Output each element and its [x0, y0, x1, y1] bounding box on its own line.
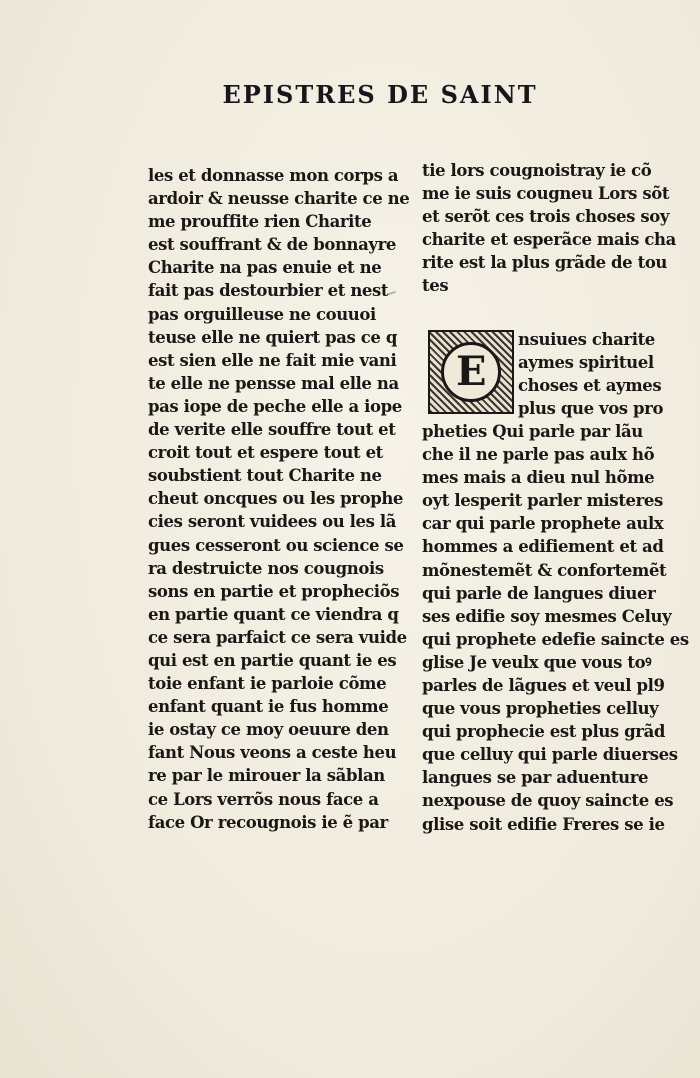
text-line: ce Lors verrõs nous face a	[148, 789, 379, 809]
right-column-top-paragraph	[422, 159, 676, 298]
left-column	[148, 164, 410, 834]
text-line: mõnestemẽt & confortemẽt	[422, 560, 667, 580]
text-line: qui parle de langues diuer	[422, 583, 656, 603]
text-line: te elle ne pensse mal elle na	[148, 373, 399, 393]
text-line: cheut oncques ou les prophe	[148, 489, 404, 509]
text-line: pas iope de peche elle a iope	[148, 396, 402, 416]
text-line: est sien elle ne fait mie vani	[148, 350, 397, 370]
text-line: oyt lesperit parler misteres	[422, 491, 663, 511]
text-line: re par le mirouer la sãblan	[148, 766, 385, 786]
text-line: qui prophete edefie saincte es	[422, 629, 689, 649]
text-line: parles de lãgues et veul pl9	[422, 675, 665, 695]
text-line: che il ne parle pas aulx hõ	[422, 445, 655, 465]
text-line: hommes a edifiement et ad	[422, 537, 664, 557]
text-line: choses et aymes	[518, 375, 662, 395]
text-line: aymes spirituel	[518, 352, 654, 372]
text-line: cies seront vuidees ou les lã	[148, 512, 397, 532]
text-line: charite et esperãce mais cha	[422, 230, 676, 250]
text-line: pheties Qui parle par lãu	[422, 421, 643, 441]
text-line: ie ostay ce moy oeuure den	[148, 720, 389, 740]
text-line: teuse elle ne quiert pas ce q	[148, 327, 398, 347]
text-line: ses edifie soy mesmes Celuy	[422, 606, 672, 626]
text-line: en partie quant ce viendra q	[148, 604, 399, 624]
text-line: que celluy qui parle diuerses	[422, 745, 678, 765]
text-line: nexpouse de quoy saincte es	[422, 791, 674, 811]
text-line: face Or recougnois ie ẽ par	[148, 812, 388, 832]
initial-paragraph	[422, 328, 672, 420]
right-column	[422, 159, 689, 836]
text-line: toie enfant ie parloie cõme	[148, 674, 387, 694]
text-line: me prouffite rien Charite	[148, 212, 372, 232]
text-line: de verite elle souffre tout et	[148, 420, 396, 440]
text-line: nsuiues charite	[518, 329, 655, 349]
text-line: est souffrant & de bonnayre	[148, 235, 397, 255]
text-line: tes	[422, 276, 449, 296]
text-line: mes mais a dieu nul hõme	[422, 468, 655, 488]
text-line: car qui parle prophete aulx	[422, 514, 664, 534]
text-line: glise Je veulx que vous toꝰ	[422, 652, 652, 672]
text-line: croit tout et espere tout et	[148, 443, 383, 463]
initial-letter: E	[441, 342, 501, 402]
running-header: EPISTRES DE SAINT	[222, 80, 538, 109]
text-line: les et donnasse mon corps a	[148, 166, 399, 185]
text-line: que vous propheties celluy	[422, 699, 659, 719]
text-line: tie lors cougnoistray ie cõ	[422, 161, 652, 180]
text-line: soubstient tout Charite ne	[148, 466, 382, 486]
text-line: enfant quant ie fus homme	[148, 697, 389, 717]
text-line: sons en partie et propheciõs	[148, 581, 400, 601]
text-line: me ie suis cougneu Lors sõt	[422, 184, 670, 204]
text-line: glise soit edifie Freres se ie	[422, 814, 665, 834]
text-line: pas orguilleuse ne couuoi	[148, 304, 376, 324]
text-line: et serõt ces trois choses soy	[422, 207, 670, 227]
text-line: langues se par aduenture	[422, 768, 649, 788]
paragraph-gap	[422, 298, 672, 328]
text-line: qui prophecie est plus grãd	[422, 722, 666, 742]
text-line: ardoir & neusse charite ce ne	[148, 189, 410, 209]
text-line: gues cesseront ou science se	[148, 535, 404, 555]
text-line: fant Nous veons a ceste heu	[148, 743, 397, 763]
text-line: ra destruicte nos cougnois	[148, 558, 384, 578]
text-line: ce sera parfaict ce sera vuide	[148, 627, 407, 647]
text-line: rite est la plus grãde de tou	[422, 253, 668, 273]
text-line: plus que vos pro	[518, 398, 664, 418]
text-line: qui est en partie quant ie es	[148, 650, 397, 670]
text-line: fait pas destourbier et nest	[148, 281, 389, 301]
decorated-initial-icon	[428, 330, 514, 414]
right-column-body	[422, 420, 689, 836]
text-line: Charite na pas enuie et ne	[148, 258, 382, 278]
